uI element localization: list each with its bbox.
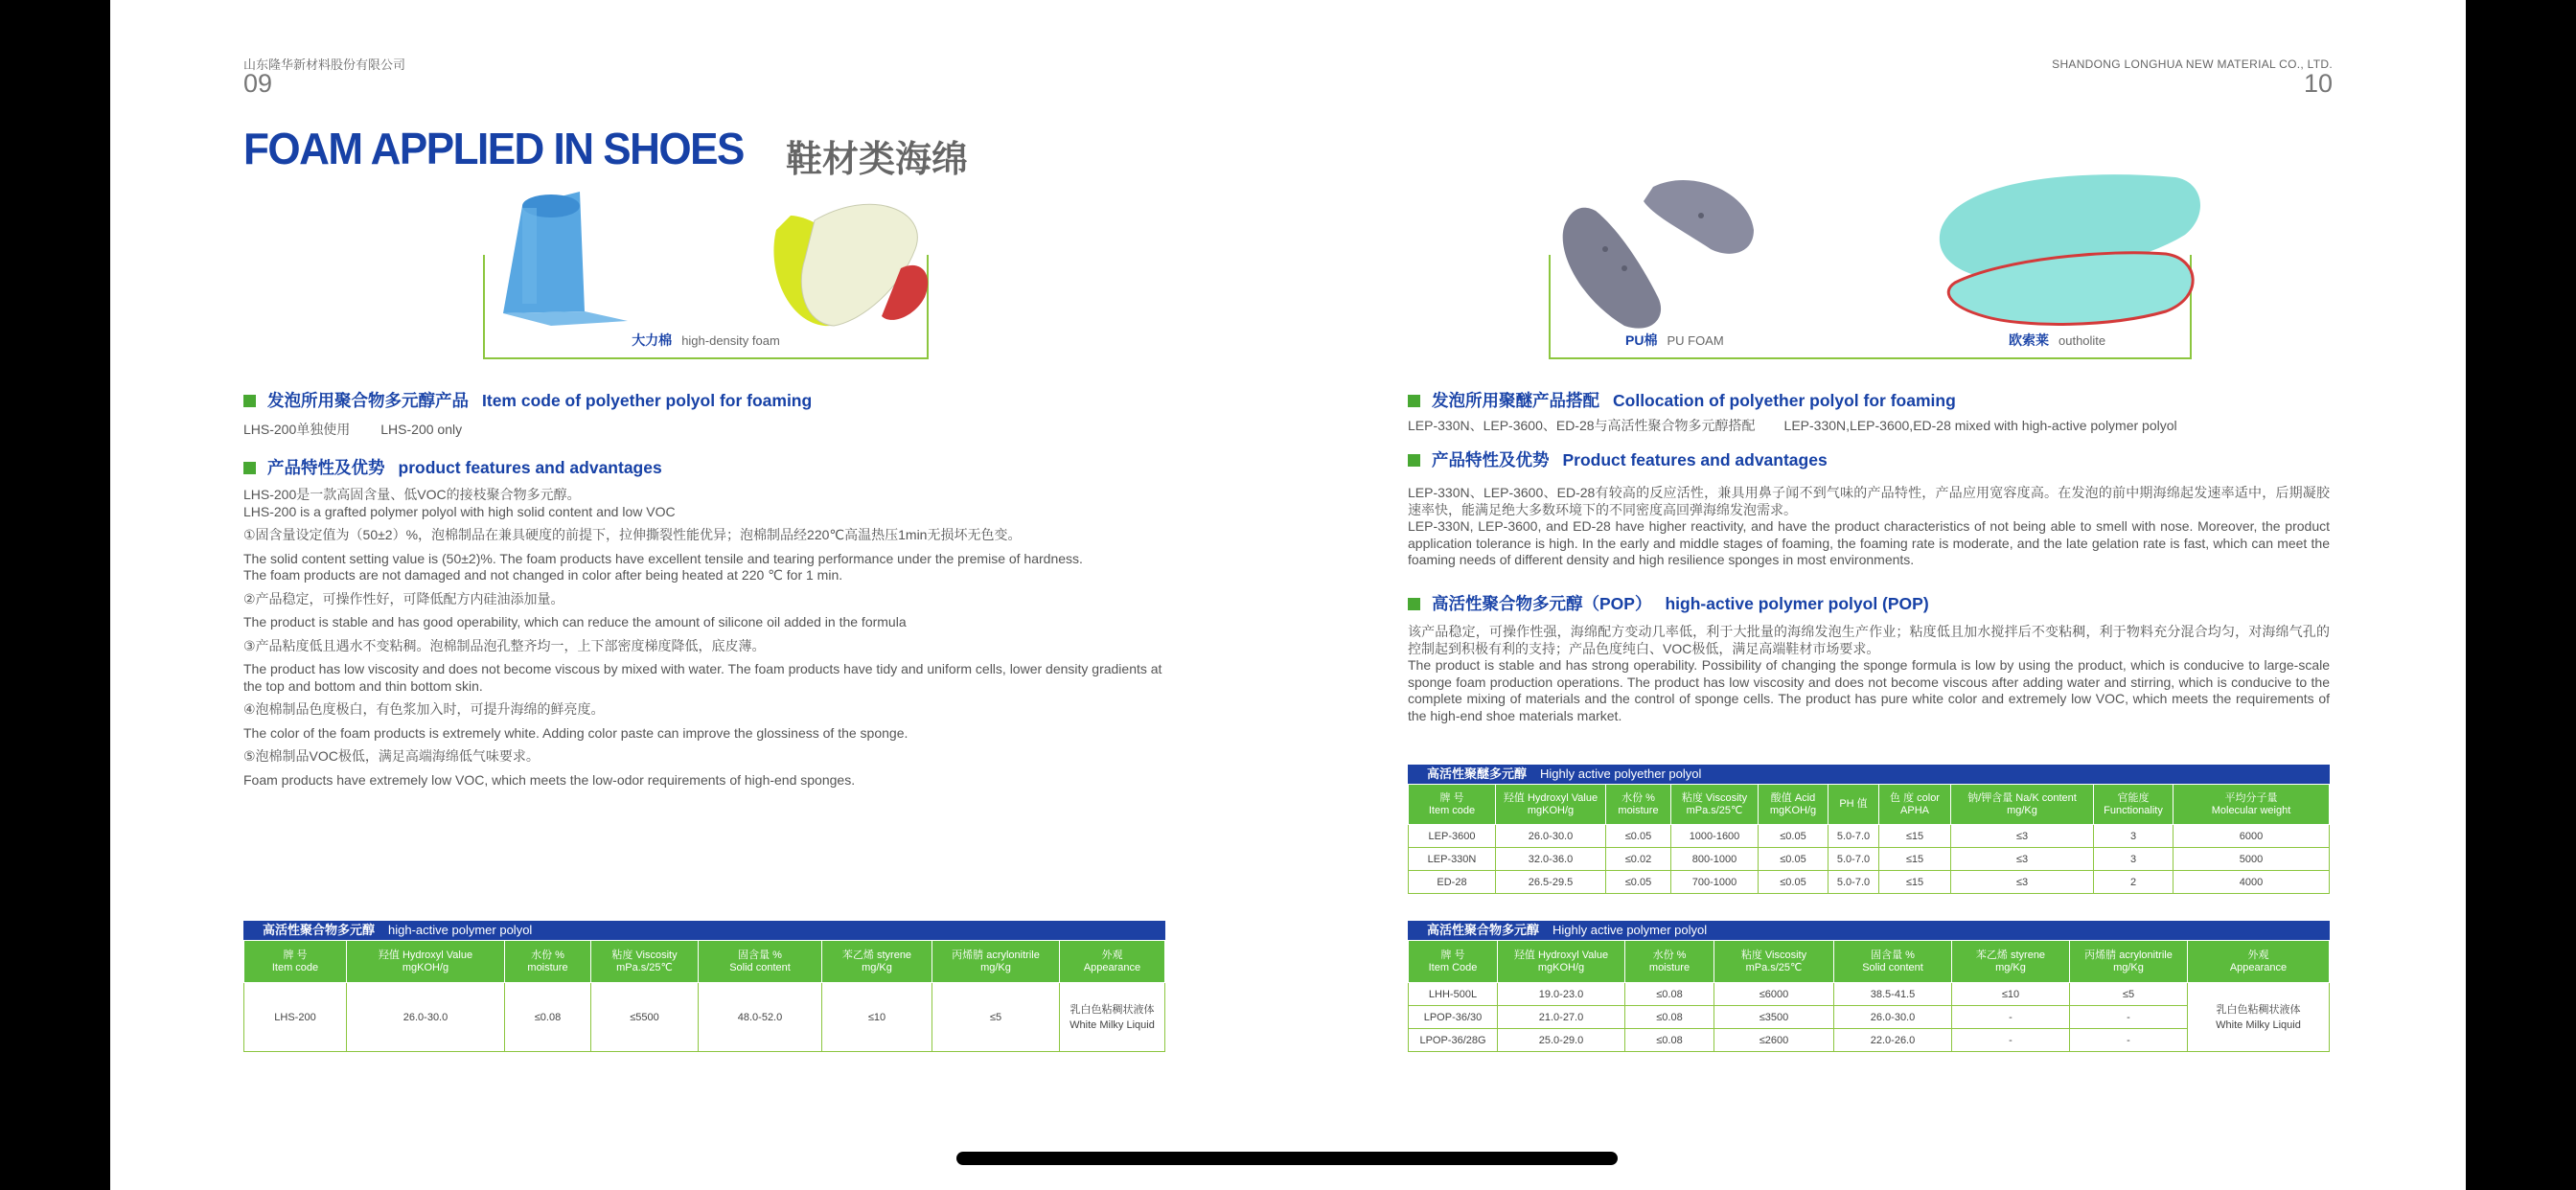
para: The color of the foam products is extremely white. Adding color paste can improve the glossiness of the sponge.: [243, 724, 908, 741]
heading-cn: 发泡所用聚合物多元醇产品: [267, 391, 469, 410]
th: 苯乙烯 styrene mg/Kg: [1952, 941, 2070, 983]
cell: ≤15: [1879, 848, 1951, 871]
th: 丙烯腈 acrylonitrile mg/Kg: [2070, 941, 2188, 983]
para: LHS-200 is a grafted polymer polyol with high solid content and low VOC: [243, 503, 676, 519]
cell: -: [2070, 1006, 2188, 1029]
caption-cn: 高活性聚合物多元醇: [1427, 923, 1540, 937]
page-number-left: 09: [243, 69, 273, 98]
company-name-cn: 山东隆华新材料股份有限公司: [243, 57, 406, 72]
th: 牌 号 Item Code: [1409, 941, 1498, 983]
para: LEP-330N、LEP-3600、ED-28有较高的反应活性，兼具用鼻子闻不到气味的产品特性，产品应用宽容度高。在发泡的前中期海绵起发速率适中，后期凝胶速率快，能满足绝大多数环境下的不同密度高回弹海绵发泡需求。: [1408, 485, 2330, 517]
table-left-polymer-polyol: [243, 921, 1165, 1052]
table-row: [1409, 848, 2330, 871]
cell: 5.0-7.0: [1828, 825, 1879, 848]
table-row: [244, 983, 1165, 1052]
collocation-cn: LEP-330N、LEP-3600、ED-28与高活性聚合物多元醇搭配: [1408, 418, 1756, 433]
page-title: FOAM APPLIED IN SHOES: [243, 125, 744, 174]
cell: 4000: [2174, 871, 2330, 894]
heading-en: Collocation of polyether polyol for foaming: [1613, 391, 1956, 410]
cell: 26.0-30.0: [347, 983, 505, 1052]
section-heading-pop: [1408, 591, 1929, 615]
cell: ≤2600: [1714, 1029, 1834, 1052]
cell: 32.0-36.0: [1496, 848, 1606, 871]
cell: ≤0.08: [1625, 1006, 1714, 1029]
cell: 6000: [2174, 825, 2330, 848]
table-caption: [243, 921, 1165, 940]
cell: 19.0-23.0: [1498, 983, 1625, 1006]
cell: 3: [2094, 848, 2174, 871]
heading-en: product features and advantages: [398, 458, 662, 477]
table-header-row: [244, 941, 1165, 983]
cell: ≤15: [1879, 871, 1951, 894]
bullet-square-icon: [243, 395, 256, 407]
company-name-en: SHANDONG LONGHUA NEW MATERIAL CO., LTD.: [2052, 57, 2333, 71]
page-title-cn: 鞋材类海绵: [786, 140, 969, 180]
cell: -: [1952, 1029, 2070, 1052]
para: Foam products have extremely low VOC, which meets the low-odor requirements of high-end sponges.: [243, 771, 856, 788]
cell: ≤3: [1951, 871, 2094, 894]
table-header-row: [1409, 785, 2330, 825]
th: 水份 % moisture: [1606, 785, 1671, 825]
cell-appearance: 乳白色粘稠状液体 White Milky Liquid: [2188, 983, 2330, 1052]
bullet-square-icon: [1408, 598, 1420, 610]
cell: 2: [2094, 871, 2174, 894]
item-code-en: LHS-200 only: [380, 422, 463, 437]
cell: 38.5-41.5: [1834, 983, 1952, 1006]
th: 固含量 % Solid content: [699, 941, 822, 983]
th: 牌 号 Item code: [244, 941, 347, 983]
home-indicator[interactable]: [956, 1152, 1618, 1165]
th: 钠/钾含量 Na/K content mg/Kg: [1951, 785, 2094, 825]
cell: LEP-3600: [1409, 825, 1496, 848]
brochure-spread: [110, 0, 2466, 1190]
cell: ≤3: [1951, 848, 2094, 871]
pop-body: [1408, 624, 2330, 731]
heading-en: high-active polymer polyol (POP): [1665, 594, 1929, 613]
heading-en: Item code of polyether polyol for foaming: [482, 391, 813, 410]
cell: ≤3500: [1714, 1006, 1834, 1029]
cell: ≤15: [1879, 825, 1951, 848]
para: ④泡棉制品色度极白，有色浆加入时，可提升海绵的鲜亮度。: [243, 701, 605, 717]
cell: -: [2070, 1029, 2188, 1052]
th: 粘度 Viscosity mPa.s/25℃: [591, 941, 699, 983]
caption-en: Highly active polymer polyol: [1552, 923, 1708, 937]
cell: 5.0-7.0: [1828, 871, 1879, 894]
features-body-left: [243, 487, 1163, 795]
th: 酸值 Acid mgKOH/g: [1759, 785, 1828, 825]
heading-cn: 产品特性及优势: [1432, 450, 1550, 469]
cell: ≤10: [1952, 983, 2070, 1006]
heading-en: Product features and advantages: [1562, 450, 1828, 469]
bullet-square-icon: [1408, 395, 1420, 407]
table-row: [1409, 825, 2330, 848]
para: LHS-200是一款高固含量、低VOC的接枝聚合物多元醇。: [243, 487, 581, 502]
cell: ≤0.08: [1625, 983, 1714, 1006]
item-code-cn: LHS-200单独使用: [243, 422, 351, 437]
cell: LPOP-36/28G: [1409, 1029, 1498, 1052]
cell: 21.0-27.0: [1498, 1006, 1625, 1029]
cell: 26.5-29.5: [1496, 871, 1606, 894]
collocation-text: [1408, 418, 2177, 435]
cell: -: [1952, 1006, 2070, 1029]
caption-cn: 大力棉: [632, 332, 673, 348]
cell: ≤6000: [1714, 983, 1834, 1006]
cell: ≤0.05: [1759, 871, 1828, 894]
cell: ED-28: [1409, 871, 1496, 894]
cell: ≤10: [822, 983, 932, 1052]
section-heading-collocation: [1408, 388, 1956, 412]
table-row: [1409, 871, 2330, 894]
cell: 800-1000: [1671, 848, 1759, 871]
cell: 26.0-30.0: [1834, 1006, 1952, 1029]
cell: ≤0.05: [1606, 871, 1671, 894]
bullet-square-icon: [243, 462, 256, 474]
th: 粘度 Viscosity mPa.s/25℃: [1714, 941, 1834, 983]
table-caption: [1408, 765, 2330, 784]
cell: ≤5500: [591, 983, 699, 1052]
th: 羟值 Hydroxyl Value mgKOH/g: [1498, 941, 1625, 983]
cell: ≤0.08: [1625, 1029, 1714, 1052]
para: LEP-330N, LEP-3600, and ED-28 have higher reactivity, and have the product characteristics of not being able to smell with nose. Moreover, the product application tolerance is high. In the early and middle stages of foaming, the foaming rate is moderate, and the late gelation rate is fast, which can meet the foaming needs of different density and high resilience sponges in most environments.: [1408, 518, 2330, 567]
cell: ≤0.05: [1606, 825, 1671, 848]
cell: 1000-1600: [1671, 825, 1759, 848]
th: 牌 号 Item code: [1409, 785, 1496, 825]
features-body-right: [1408, 485, 2330, 576]
bullet-square-icon: [1408, 454, 1420, 467]
data-table: [1408, 940, 2330, 1052]
caption-cn: 欧索莱: [2009, 332, 2049, 348]
table-header-row: [1409, 941, 2330, 983]
cell: ≤0.08: [505, 983, 591, 1052]
foam-roll-image: [494, 187, 781, 331]
para: ③产品粘度低且遇水不变粘稠。泡棉制品泡孔整齐均一，上下部密度梯度降低，底皮薄。: [243, 637, 766, 653]
heading-cn: 高活性聚合物多元醇（POP）: [1432, 594, 1652, 613]
cell: 5000: [2174, 848, 2330, 871]
section-heading-features-right: [1408, 447, 1828, 471]
cell: 5.0-7.0: [1828, 848, 1879, 871]
para: ⑤泡棉制品VOC极低，满足高端海绵低气味要求。: [243, 748, 540, 764]
th: 丙烯腈 acrylonitrile mg/Kg: [932, 941, 1060, 983]
para: The product is stable and has strong operability. Possibility of changing the sponge formula is low by using the product, which is conducive to large-scale sponge foam production operations. The product has low viscosity and does not become viscous after adding water and stirring, which is conducive to the complete mixing of materials and the control of sponge cells. The product has pure white color and extremely low VOC, which meets the requirements of the high-end shoe materials market.: [1408, 657, 2330, 723]
caption-en: Highly active polyether polyol: [1540, 767, 1702, 781]
cell: 700-1000: [1671, 871, 1759, 894]
caption-cn: 高活性聚醚多元醇: [1427, 767, 1528, 781]
th: 官能度 Functionality: [2094, 785, 2174, 825]
cell-appearance: 乳白色粘稠状液体 White Milky Liquid: [1060, 983, 1165, 1052]
th: 外观 Appearance: [2188, 941, 2330, 983]
cell: 25.0-29.0: [1498, 1029, 1625, 1052]
table-polyether-polyol: [1408, 765, 2330, 894]
cell: LEP-330N: [1409, 848, 1496, 871]
th: 粘度 Viscosity mPa.s/25℃: [1671, 785, 1759, 825]
caption-cn: PU棉: [1625, 332, 1658, 348]
outholite-insole-image: [1926, 163, 2214, 335]
th: 羟值 Hydroxyl Value mgKOH/g: [347, 941, 505, 983]
section-heading-item-code: [243, 388, 812, 412]
caption-en: PU FOAM: [1667, 333, 1724, 348]
table-caption: [1408, 921, 2330, 940]
cell: 22.0-26.0: [1834, 1029, 1952, 1052]
cell: LHH-500L: [1409, 983, 1498, 1006]
th: PH 值: [1828, 785, 1879, 825]
cell: ≤0.02: [1606, 848, 1671, 871]
para: The foam products are not damaged and not changed in color after being heated at 220 ℃ for 1 min.: [243, 567, 843, 583]
section-heading-features: [243, 455, 662, 479]
cell: 3: [2094, 825, 2174, 848]
th: 羟值 Hydroxyl Value mgKOH/g: [1496, 785, 1606, 825]
table-row: [1409, 983, 2330, 1006]
collocation-en: LEP-330N,LEP-3600,ED-28 mixed with high-active polymer polyol: [1783, 418, 2177, 433]
table-polymer-polyol-right: [1408, 921, 2330, 1052]
data-table: [1408, 784, 2330, 894]
para: The product is stable and has good operability, which can reduce the amount of silicone oil added in the formula: [243, 614, 907, 629]
th: 水份 % moisture: [505, 941, 591, 983]
th: 外观 Appearance: [1060, 941, 1165, 983]
page-number-right: 10: [2303, 69, 2333, 98]
heading-cn: 产品特性及优势: [267, 458, 385, 477]
cell: LPOP-36/30: [1409, 1006, 1498, 1029]
para: ①固含量设定值为（50±2）%，泡棉制品在兼具硬度的前提下，拉伸撕裂性能优异；泡棉制品经220℃高温热压1min无损坏无色变。: [243, 527, 1022, 542]
para: The product has low viscosity and does not become viscous by mixed with water. The foam products have tidy and uniform cells, lower density gradients at the top and bottom and thin bottom skin.: [243, 661, 1162, 694]
para: The solid content setting value is (50±2)%. The foam products have excellent tensile and tearing performance under the premise of hardness.: [243, 550, 1083, 566]
caption-en: high-density foam: [681, 333, 780, 348]
cell: ≤0.05: [1759, 848, 1828, 871]
cell: ≤5: [932, 983, 1060, 1052]
insole-image: [757, 192, 987, 335]
th: 固含量 % Solid content: [1834, 941, 1952, 983]
th: 苯乙烯 styrene mg/Kg: [822, 941, 932, 983]
th: 色 度 color APHA: [1879, 785, 1951, 825]
cell: ≤0.05: [1759, 825, 1828, 848]
th: 水份 % moisture: [1625, 941, 1714, 983]
para: ②产品稳定，可操作性好，可降低配方内硅油添加量。: [243, 590, 564, 606]
pu-insole-image: [1548, 163, 1778, 335]
caption-cn: 高活性聚合物多元醇: [263, 923, 376, 937]
para: 该产品稳定，可操作性强，海绵配方变动几率低，利于大批量的海绵发泡生产作业；粘度低且加水搅拌后不变粘稠，利于物料充分混合均匀，对海绵气孔的控制起到积极有利的支持；产品色度纯白、VOC极低，满足高端鞋材市场要求。: [1408, 624, 2330, 656]
cell: 48.0-52.0: [699, 983, 822, 1052]
caption-en: high-active polymer polyol: [388, 923, 533, 937]
data-table: [243, 940, 1165, 1052]
cell: ≤5: [2070, 983, 2188, 1006]
heading-cn: 发泡所用聚醚产品搭配: [1432, 391, 1599, 410]
cell: ≤3: [1951, 825, 2094, 848]
item-code-text: [243, 422, 462, 439]
cell: 26.0-30.0: [1496, 825, 1606, 848]
caption-en: outholite: [2058, 333, 2106, 348]
cell: LHS-200: [244, 983, 347, 1052]
th: 平均分子量 Molecular weight: [2174, 785, 2330, 825]
